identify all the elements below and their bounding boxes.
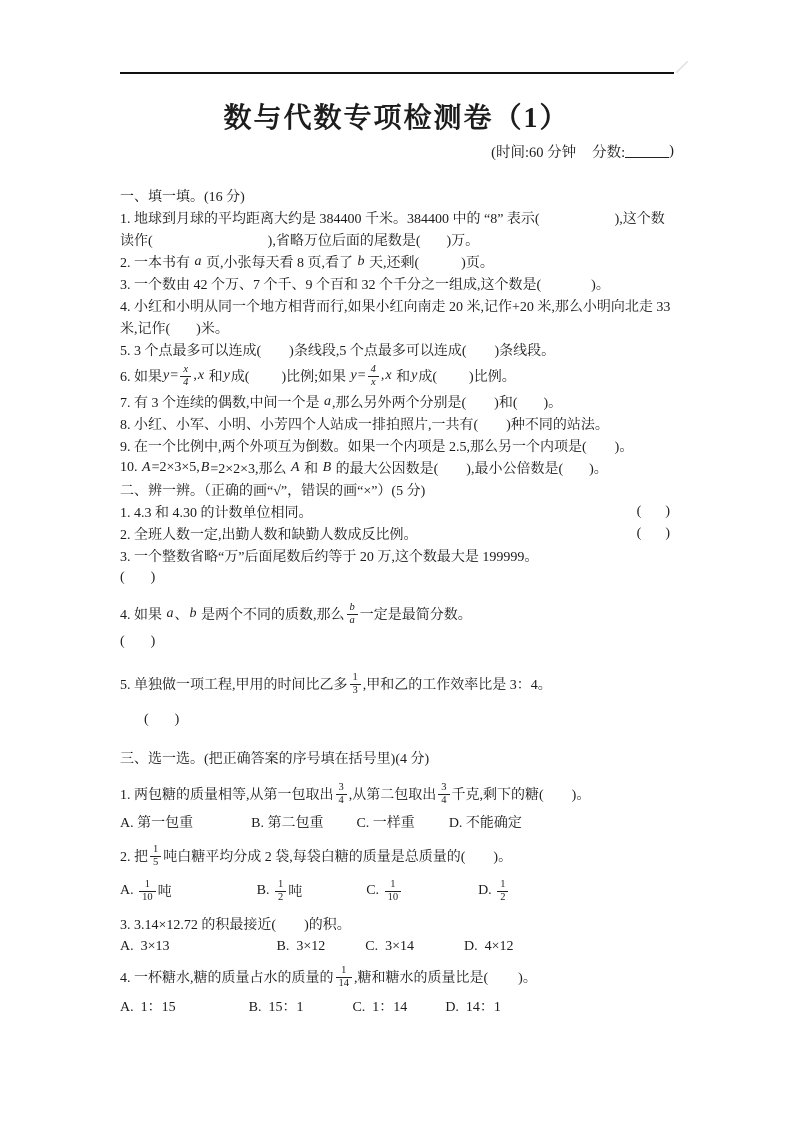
s2-q5-answer-brackets: ( ) (144, 712, 180, 727)
s1-q2: 2. 一本书有 a 页,小张每天看 8 页,看了 b 天,还剩( )页。 (120, 254, 494, 271)
s3-q1-options: A. 第一包重 B. 第二包重 C. 一样重 D. 不能确定 (120, 816, 522, 831)
s3-q2-options: A. $\frac{1}{10}$ 吨 B. $\frac{1}{2}$ 吨 C. $\frac{1}{10}$ D. $\frac{1}{2}$ (120, 873, 676, 909)
s2-q1-text: 1. 4.3 和 4.30 的计数单位相同。 (120, 506, 313, 521)
page-title: 数与代数专项检测卷（1） (223, 103, 570, 134)
s1-q7: 7. 有 3 个连续的偶数,中间一个是 a ,那么另外两个分别是( )和( )。 (120, 394, 563, 411)
s1-q3: 3. 一个数由 42 个万、7 个千、9 个百和 32 个千分之一组成,这个数是( )。 (120, 278, 610, 293)
s1-q1-line-1: 1. 地球到月球的平均距离大约是 384400 千米。384400 中的 “8” 表示( ),这个数 (120, 212, 665, 227)
exam-meta: (时间:60 分钟 分数: ) (491, 143, 674, 161)
scan-artifact (676, 61, 688, 73)
s1-q4-line-1: 4. 小红和小明从同一个地方相背而行,如果小红向南走 20 米,记作+20 米,那么小明向北走 33 (120, 300, 671, 315)
s1-q5: 5. 3 个点最多可以连成( )条线段,5 个点最多可以连成( )条线段。 (120, 344, 556, 359)
s3-q3-options: A. 3×13 B. 3×12 C. 3×14 D. 4×12 (120, 939, 514, 954)
s1-q8: 8. 小红、小军、小明、小芳四个人站成一排拍照片,一共有( )种不同的站法。 (120, 418, 609, 433)
s2-q4-answer-brackets: ( ) (120, 634, 156, 649)
s1-q4-line-2: 米,记作( )米。 (120, 322, 229, 337)
s2-q2 (120, 523, 676, 545)
s2-q4-text: 4. 如果 a 、 b 是两个不同的质数,那么 $\frac{b}{a}$ 一定是最简分数。 (120, 602, 472, 626)
s1-q1-line-2: 读作( ),省略万位后面的尾数是( )万。 (120, 234, 480, 249)
s2-q2-text: 2. 全班人数一定,出勤人数和缺勤人数成反比例。 (120, 528, 418, 543)
section-1-heading: 一、填一填。(16 分) (120, 190, 245, 205)
s2-q1 (120, 501, 676, 523)
s2-q1-answer-brackets: ( ) (636, 504, 670, 519)
s1-q6: 6. 如果 y = $\frac{x}{4}$ , x 和 y 成( )比例;如果 y = $\frac{4}{x}$ , x 和 y 成( )比例。 (120, 364, 516, 388)
section-3-heading: 三、选一选。(把正确答案的序号填在括号里)(4 分) (120, 752, 430, 767)
s3-q3: 3. 3.14×12.72 的积最接近( )的积。 (120, 918, 351, 933)
s3-q2: 2. 把 $\frac{1}{5}$ 吨白糖平均分成 2 袋,每袋白糖的质量是总质量的( )。 (120, 844, 513, 868)
section-2-heading: 二、辨一辨。（正确的画“√”，错误的画“×”）(5 分) (120, 484, 426, 499)
document-body (120, 185, 676, 1017)
top-rule (120, 72, 674, 74)
s3-q4-options: A. 1：15 B. 15：1 C. 1：14 D. 14：1 (120, 1000, 501, 1015)
s1-q9: 9. 在一个比例中,两个外项互为倒数。如果一个内项是 2.5,那么另一个内项是( )。 (120, 440, 634, 455)
s2-q5-text: 5. 单独做一项工程,甲用的时间比乙多 $\frac{1}{3}$ ,甲和乙的工作效率比是 3：4。 (120, 672, 552, 696)
s2-q3-answer-brackets: ( ) (120, 570, 156, 585)
s3-q4: 4. 一杯糖水,糖的质量占水的质量的 $\frac{1}{14}$ ,糖和糖水的质量比是( )。 (120, 965, 537, 989)
s2-q2-answer-brackets: ( ) (636, 526, 670, 541)
s1-q10: 10. A =2×3×5, B =2×2×3,那么 A 和 B 的最大公因数是( ),最小公倍数是( )。 (120, 460, 608, 477)
s2-q3-text: 3. 一个整数省略“万”后面尾数后约等于 20 万,这个数最大是 199999。 (120, 550, 539, 565)
s3-q1: 1. 两包糖的质量相等,从第一包取出 $\frac{3}{4}$ ,从第二包取出 $\frac{3}{4}$ 千克,剩下的糖( )。 (120, 782, 591, 806)
